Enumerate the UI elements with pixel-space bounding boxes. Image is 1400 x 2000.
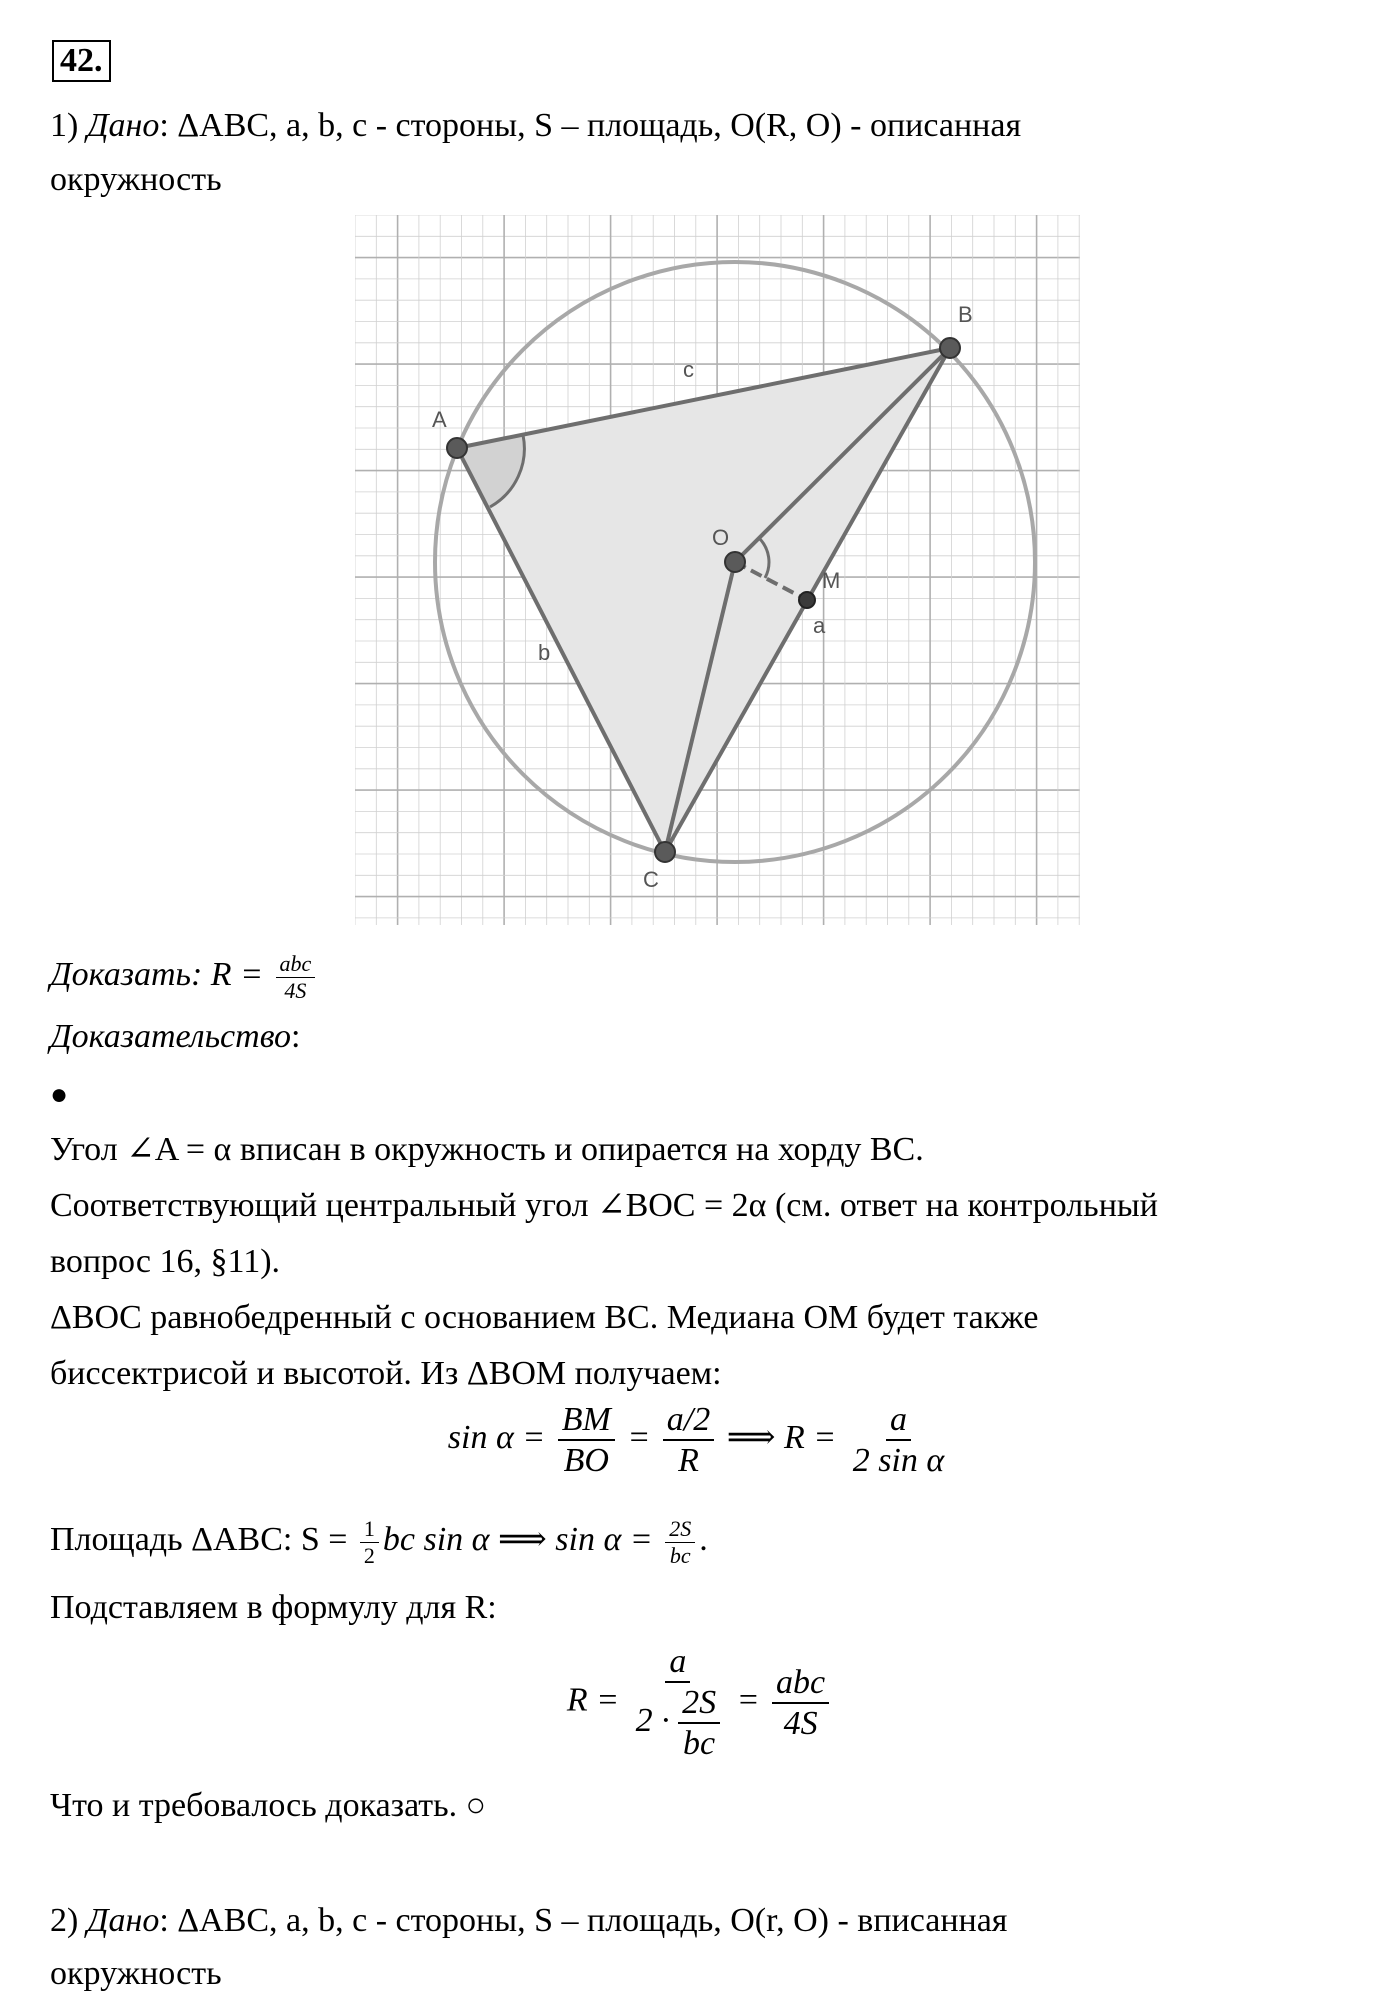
given2-text: : ΔABC, a, b, c - стороны, S – площадь, O(r, O) - вписанная <box>159 1902 1008 1939</box>
point-m <box>799 592 815 608</box>
label-c: C <box>643 867 659 892</box>
label-a: A <box>432 407 447 432</box>
fraction-2s-bc: $\frac{2S}{bc}$ <box>665 1516 695 1568</box>
fraction-abc-4s: $\frac{\text{abc}}{4S}$ <box>772 1663 829 1743</box>
given-line-1 <box>50 104 1021 148</box>
area-line: Площадь ΔABC: S = $\frac{1}{2}$ bc sin α ⟹ sin α = $\frac{2S}{bc}$ . <box>50 1516 708 1568</box>
point-c <box>655 842 675 862</box>
point-o <box>725 552 745 572</box>
label-side-c: c <box>683 357 694 382</box>
part2-number: 2) <box>50 1902 87 1939</box>
proof-paragraph-3a: ΔBOC равнобедренный с основанием BC. Медиана OM будет также <box>50 1299 1039 1336</box>
geometry-figure <box>355 215 1080 925</box>
part-number: 1) <box>50 107 87 144</box>
substitute-line: Подставляем в формулу для R: <box>50 1589 497 1626</box>
proof-label: Доказательство <box>50 1018 292 1055</box>
proof-paragraph-2a: Соответствующий центральный угол ∠BOC = 2α (см. ответ на контрольный <box>50 1187 1158 1224</box>
equation-r-final: R = a 2 · $\frac{2S}{bc}$ = $\frac{\text{abc}}{4S}$ <box>0 1642 1400 1763</box>
problem-number: 42. <box>52 40 111 82</box>
given2-line-2: окружность <box>50 1955 222 1992</box>
fraction-inner-2s-bc: $\frac{2S}{bc}$ <box>678 1683 720 1763</box>
prove-lhs: : R = <box>190 956 272 993</box>
label-side-a: a <box>813 613 826 638</box>
equation-sin-alpha: sin α = $\frac{BM}{BO}$ = $\frac{a/2}{R}$ ⟹ R = $\frac{a}{\text{2 sin α}}$ <box>0 1400 1400 1480</box>
given2-line-1 <box>50 1899 1007 1943</box>
fraction-one-half: $\frac{1}{2}$ <box>360 1516 379 1568</box>
label-side-b: b <box>538 640 551 665</box>
fraction-a-2sin: $\frac{a}{\text{2 sin α}}$ <box>852 1401 945 1480</box>
given-label: Дано <box>86 107 160 144</box>
qed-line: Что и требовалось доказать. ○ <box>50 1787 487 1824</box>
prove-label: Доказать <box>50 956 191 993</box>
given-line-2: окружность <box>50 161 222 198</box>
prove-line <box>50 945 319 1005</box>
fraction-bm-bo: $\frac{BM}{BO}$ <box>558 1400 615 1480</box>
prove-fraction: $\frac{\text{abc}}{4S}$ <box>276 951 316 1003</box>
label-o: O <box>712 525 730 550</box>
proof-paragraph-1: Угол ∠A = α вписан в окружность и опирается на хорду BC. <box>50 1131 924 1168</box>
given2-label: Дано <box>86 1902 160 1939</box>
label-m: M <box>822 568 841 593</box>
proof-paragraph-2b: вопрос 16, §11). <box>50 1243 281 1280</box>
fraction-a2-r: $\frac{a/2}{R}$ <box>663 1400 714 1480</box>
given-text: : ΔABC, a, b, c - стороны, S – площадь, O(R, O) - описанная <box>159 107 1022 144</box>
point-a <box>447 438 467 458</box>
fraction-a-over-2-2s-bc: a 2 · $\frac{2S}{bc}$ <box>632 1642 725 1763</box>
proof-heading: Доказательство: <box>50 1018 301 1055</box>
bullet: ● <box>50 1078 69 1111</box>
label-b: B <box>958 302 973 327</box>
proof-paragraph-3b: биссектрисой и высотой. Из ΔBOM получаем: <box>50 1355 722 1392</box>
point-b <box>940 338 960 358</box>
